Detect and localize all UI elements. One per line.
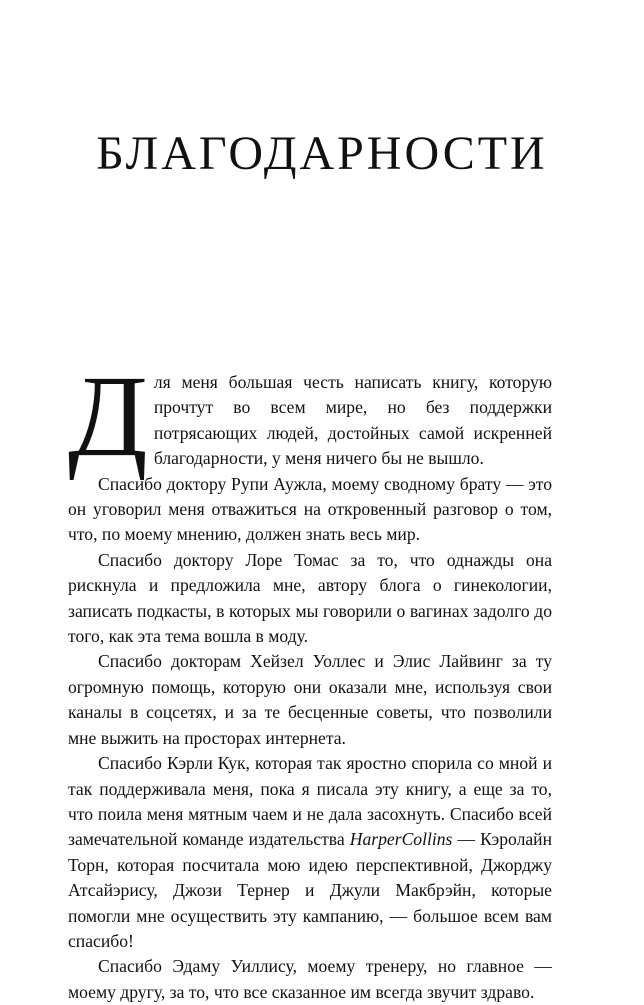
paragraph-1 <box>68 352 552 481</box>
paragraph-5-text-after: — Кэролайн Торн, которая посчитала мою идею перспективной, Джорджу Атсайэрису, Джози Тернер и Джули Макбрэйн, которые помогли мне осуществить эту кампанию, — большое всем вам спасибо! <box>68 829 552 951</box>
paragraph-5-text-before: Спасибо Кэрли Кук, которая так яростно спорила со мной и так поддерживала меня, пока я писала эту книгу, а еще за то, что поила меня мятным чаем и не дала засохнуть. Спасибо всей замечательной команде издательства <box>68 753 552 850</box>
paragraph-2: Спасибо доктору Рупи Аужла, моему сводному брату — это он уговорил меня отважиться на откровенный разговор о том, что, по моему мнению, должен знать весь мир. <box>68 473 552 545</box>
chapter-title: БЛАГОДАРНОСТИ <box>96 127 548 180</box>
paragraph-5 <box>68 751 552 954</box>
paragraph-4: Спасибо докторам Хейзел Уоллес и Элис Лайвинг за ту огромную помощь, которую они оказали мне, используя свои каналы в соцсетях, и за те бесценные советы, что позволили мне выжить на просторах интернета. <box>68 651 552 748</box>
paragraph-1-text: ля меня большая честь написать книгу, которую прочтут во всем мире, но без поддержки потрясающих людей, достойных самой искренней благодарности, у меня ничего бы не вышло. <box>153 372 552 469</box>
drop-cap-letter: Д <box>68 352 148 481</box>
publisher-name: HarperCollins <box>349 829 453 850</box>
acknowledgements-body <box>68 352 552 1005</box>
paragraph-6: Спасибо Эдаму Уиллису, моему тренеру, но главное — моему другу, за то, что все сказанное им всегда звучит здраво. <box>68 956 552 1002</box>
paragraph-3: Спасибо доктору Лоре Томас за то, что однажды она рискнула и предложила мне, автору блога о гинекологии, записать подкасты, в которых мы говорили о вагинах задолго до того, как эта тема вошла в моду. <box>68 549 552 647</box>
